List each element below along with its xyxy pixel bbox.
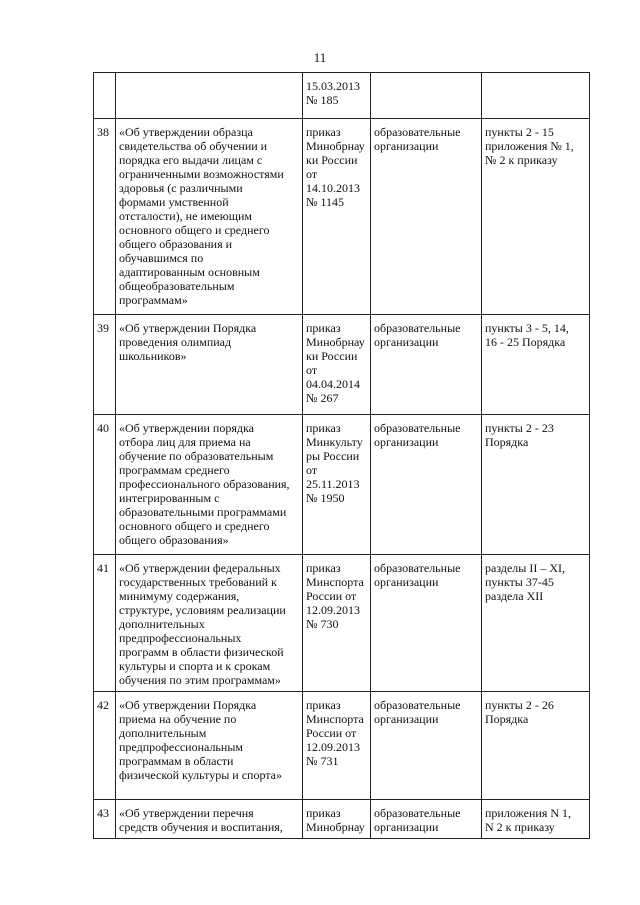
document-title-line: «Об утверждении образца [119,125,253,139]
order-reference-line: ки России [306,153,358,167]
document-title-line: обучавшимся по [119,251,204,265]
order-reference-cell [303,555,371,692]
document-title-line: средств обучения и воспитания, [119,820,283,834]
provisions-line: раздела XII [485,589,544,603]
order-reference-cell [303,800,371,839]
document-title-line: программ в области физической [119,645,284,659]
table-row [94,800,590,839]
row-number-cell [94,73,116,119]
document-title-line: профессионального образования, [119,477,290,491]
order-reference-line: № 1950 [306,491,345,505]
applies-to-line: организации [374,820,439,834]
order-reference-line: приказ [306,698,341,712]
provisions-line: пункты 2 - 23 [485,421,554,435]
applies-to-cell [371,800,482,839]
provisions-line: № 2 к приказу [485,153,558,167]
document-title-line: обучения по этим программам» [119,673,281,687]
row-number-cell [94,692,116,800]
row-number-cell [94,800,116,839]
document-title-line: «Об утверждении Порядка [119,698,257,712]
document-title-line: культуры и спорта и к срокам [119,659,271,673]
order-reference-line: Минобрнау [306,820,365,834]
row-number: 40 [97,421,109,435]
order-reference-line: от [306,363,318,377]
document-title-cell [116,800,303,839]
order-reference-line: 15.03.2013 [306,79,360,93]
applies-to-cell [371,555,482,692]
document-title-line: основного общего и среднего [119,519,270,533]
order-reference-line: приказ [306,421,341,435]
applies-to-line: организации [374,435,439,449]
document-title-line: «Об утверждении Порядка [119,321,257,335]
documents-table [93,72,590,839]
document-title-line: школьников» [119,349,187,363]
document-title-line: физической культуры и спорта» [119,768,283,782]
document-title-line: порядка его выдачи лицам с [119,153,263,167]
row-number-cell [94,415,116,555]
order-reference-line: ки России [306,349,358,363]
row-number: 38 [97,125,109,139]
row-number: 39 [97,321,109,335]
document-title-cell [116,73,303,119]
provisions-cell [482,555,590,692]
provisions-cell [482,692,590,800]
document-title-line: общего образования и [119,237,233,251]
document-title-cell [116,315,303,415]
document-title-line: дополнительным [119,726,207,740]
applies-to-cell [371,73,482,119]
table-row [94,415,590,555]
document-title-line: свидетельства об обучении и [119,139,268,153]
document-title-line: предпрофессиональным [119,740,243,754]
order-reference-line: № 730 [306,617,339,631]
provisions-line: приложения N 1, [485,806,572,820]
row-number-cell [94,555,116,692]
order-reference-line: приказ [306,125,341,139]
provisions-cell [482,315,590,415]
order-reference-line: 14.10.2013 [306,181,360,195]
document-title-line: формами умственной [119,195,229,209]
order-reference-cell [303,119,371,315]
table-row [94,315,590,415]
document-title-line: программам в области [119,754,234,768]
order-reference-cell [303,73,371,119]
provisions-line: приложения № 1, [485,139,574,153]
applies-to-line: образовательные [374,698,461,712]
applies-to-line: образовательные [374,561,461,575]
order-reference-line: № 731 [306,754,339,768]
provisions-cell [482,73,590,119]
applies-to-line: образовательные [374,321,461,335]
order-reference-line: от [306,167,318,181]
provisions-cell [482,119,590,315]
provisions-line: разделы II – XI, [485,561,565,575]
order-reference-cell [303,415,371,555]
table-row [94,555,590,692]
order-reference-line: Минкульту [306,435,363,449]
order-reference-line: приказ [306,561,341,575]
document-title-cell [116,415,303,555]
order-reference-line: приказ [306,806,341,820]
document-title-line: образовательными программами [119,505,287,519]
document-title-line: дополнительных [119,617,205,631]
applies-to-cell [371,692,482,800]
order-reference-line: России от [306,589,357,603]
document-title-line: государственных требований к [119,575,277,589]
order-reference-cell [303,692,371,800]
applies-to-line: образовательные [374,806,461,820]
document-title-line: адаптированным основным [119,265,260,279]
table-row [94,73,590,119]
applies-to-cell [371,119,482,315]
provisions-line: Порядка [485,435,529,449]
provisions-line: 16 - 25 Порядка [485,335,566,349]
document-title-cell [116,692,303,800]
order-reference-line: Минобрнау [306,139,365,153]
applies-to-line: образовательные [374,421,461,435]
order-reference-cell [303,315,371,415]
table-row [94,692,590,800]
document-title-line: предпрофессиональных [119,631,242,645]
document-title-line: отсталости), не имеющим [119,209,252,223]
row-number-cell [94,119,116,315]
order-reference-line: № 267 [306,391,339,405]
order-reference-line: 12.09.2013 [306,740,360,754]
row-number-cell [94,315,116,415]
document-title-line: минимуму содержания, [119,589,240,603]
provisions-line: пункты 2 - 15 [485,125,554,139]
document-title-line: здоровья (с различными [119,181,243,195]
provisions-line: N 2 к приказу [485,820,555,834]
order-reference-line: Минобрнау [306,335,365,349]
order-reference-line: № 185 [306,93,339,107]
applies-to-line: образовательные [374,125,461,139]
applies-to-line: организации [374,575,439,589]
order-reference-line: № 1145 [306,195,345,209]
applies-to-cell [371,415,482,555]
document-title-line: «Об утверждении перечня [119,806,254,820]
document-title-line: основного общего и среднего [119,223,270,237]
document-title-line: общеобразовательным [119,279,235,293]
order-reference-line: 12.09.2013 [306,603,360,617]
document-title-line: обучение по образовательным [119,449,274,463]
order-reference-line: ры России [306,449,360,463]
document-title-line: «Об утверждении порядка [119,421,254,435]
provisions-line: Порядка [485,712,529,726]
applies-to-line: организации [374,139,439,153]
document-title-line: ограниченными возможностями [119,167,284,181]
order-reference-line: Минспорта [306,575,364,589]
document-title-line: интегрированным с [119,491,220,505]
applies-to-line: организации [374,335,439,349]
applies-to-cell [371,315,482,415]
document-title-line: программам среднего [119,463,230,477]
order-reference-line: приказ [306,321,341,335]
provisions-line: пункты 2 - 26 [485,698,554,712]
page-number: 11 [313,50,327,65]
table-body [94,73,590,839]
document-title-line: проведения олимпиад [119,335,232,349]
order-reference-line: 25.11.2013 [306,477,360,491]
provisions-line: пункты 37-45 [485,575,554,589]
provisions-line: пункты 3 - 5, 14, [485,321,569,335]
row-number: 43 [97,806,109,820]
row-number: 41 [97,561,109,575]
document-title-line: общего образования» [119,533,229,547]
document-title-line: приема на обучение по [119,712,237,726]
document-title-line: программам» [119,293,188,307]
order-reference-line: от [306,463,318,477]
document-title-cell [116,119,303,315]
document-title-line: «Об утверждении федеральных [119,561,281,575]
applies-to-line: организации [374,712,439,726]
provisions-cell [482,800,590,839]
provisions-cell [482,415,590,555]
row-number: 42 [97,698,109,712]
document-title-line: структуре, условиям реализации [119,603,286,617]
document-title-line: отбора лиц для приема на [119,435,251,449]
order-reference-line: 04.04.2014 [306,377,360,391]
document-title-cell [116,555,303,692]
order-reference-line: России от [306,726,357,740]
table-row [94,119,590,315]
order-reference-line: Минспорта [306,712,364,726]
